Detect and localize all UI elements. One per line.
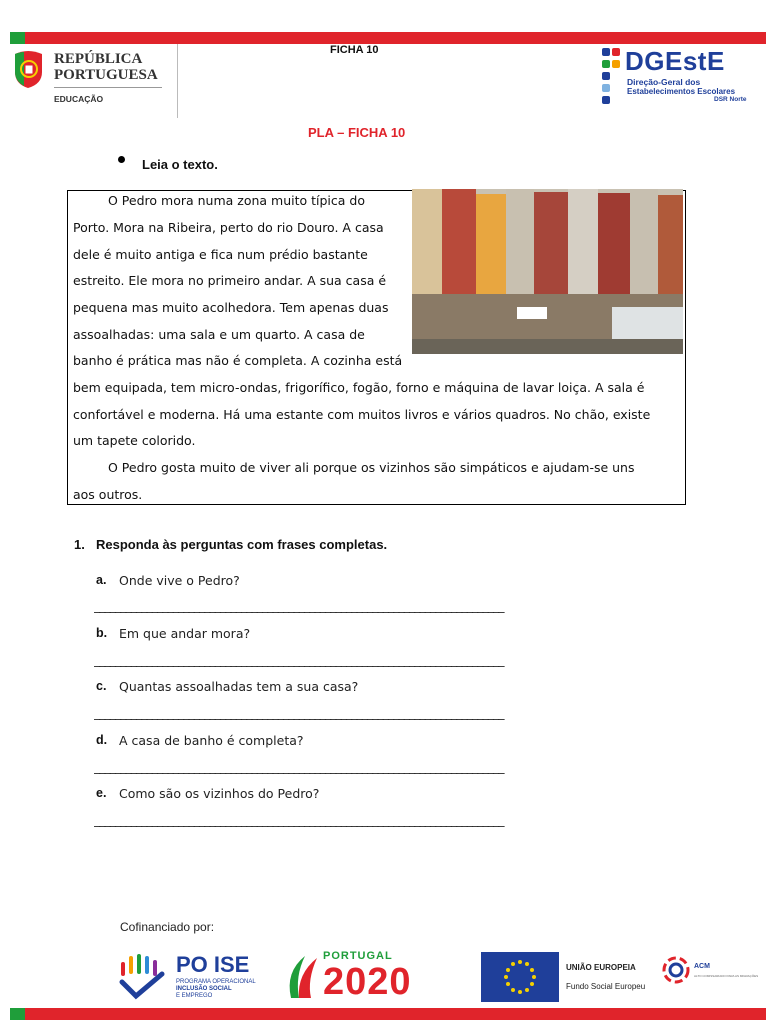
portugal-2020-number: 2020 (323, 961, 412, 1003)
educacao-label: EDUCAÇÃO (54, 94, 104, 104)
bottom-color-bar (10, 1008, 766, 1020)
portugal-2020-logo (285, 950, 455, 1004)
ficha-header-label: FICHA 10 (330, 44, 379, 56)
page-title: PLA – FICHA 10 (308, 125, 406, 140)
poise-line3: E EMPREGO (176, 993, 213, 999)
republica-line2: PORTUGUESA (54, 67, 158, 83)
portugal-label: PORTUGAL (323, 950, 393, 962)
coat-of-arms-icon (12, 50, 46, 90)
question-letter: a. (96, 573, 107, 587)
answer-line[interactable]: ______________________________________________________________________________ (94, 812, 504, 827)
republica-line1: REPÚBLICA (54, 51, 143, 67)
question-letter: e. (96, 786, 107, 800)
text-line: assoalhadas: uma sala e um quarto. A casa de (73, 327, 365, 342)
question-text: Em que andar mora? (119, 626, 251, 641)
text-line: pequena mas muito acolhedora. Tem apenas duas (73, 300, 389, 315)
eu-line2: Fundo Social Europeu (566, 982, 646, 991)
cofinanciado-label: Cofinanciado por: (120, 920, 215, 934)
poise-hands-icon (118, 952, 166, 1000)
dgeste-line2: Estabelecimentos Escolares (627, 87, 736, 96)
text-line: confortável e moderna. Há uma estante com muitos livros e vários quadros. No chão, existe (73, 407, 651, 422)
question-text: A casa de banho é completa? (119, 733, 304, 748)
text-line: dele é muito antiga e fica num prédio bastante (73, 247, 368, 262)
eu-flag-icon (481, 952, 559, 1002)
text-line: Porto. Mora na Ribeira, perto do rio Douro. A casa (73, 220, 384, 235)
poise-title: PO ISE (176, 952, 250, 977)
portugal-flag-swoosh-icon (285, 952, 321, 1002)
question-text: Quantas assoalhadas tem a sua casa? (119, 679, 359, 694)
exercise-number: 1. (74, 537, 85, 552)
answer-line[interactable]: ______________________________________________________________________________ (94, 759, 504, 774)
acm-circle-icon (660, 954, 692, 986)
question-text: Como são os vizinhos do Pedro? (119, 786, 320, 801)
instruction-text: Leia o texto. (142, 157, 218, 172)
republica-portuguesa-logo (12, 46, 172, 108)
dgeste-line3: DSR Norte (714, 96, 747, 103)
poise-line1: PROGRAMA OPERACIONAL (176, 979, 256, 985)
dgeste-title: DGEstE (625, 46, 725, 76)
text-line: estreito. Ele mora no primeiro andar. A sua casa é (73, 273, 387, 288)
question-text: Onde vive o Pedro? (119, 573, 240, 588)
text-line: banho é prática mas não é completa. A cozinha está (73, 353, 403, 368)
acm-logo (660, 952, 760, 992)
acm-sub-label: ALTO COMISSARIADO PARA AS MIGRAÇÕES (694, 974, 759, 978)
text-line: um tapete colorido. (73, 433, 196, 448)
question-letter: b. (96, 626, 108, 640)
question-letter: c. (96, 679, 107, 693)
question-letter: d. (96, 733, 108, 747)
poise-logo (118, 950, 268, 1002)
acm-label: ACM (694, 963, 710, 970)
text-line: aos outros. (73, 487, 143, 502)
text-line: O Pedro mora numa zona muito típica do (108, 193, 365, 208)
dgeste-logo (600, 44, 760, 112)
bullet-dot (118, 156, 125, 163)
answer-line[interactable]: ______________________________________________________________________________ (94, 598, 504, 613)
eu-logo (481, 952, 651, 1002)
header-vertical-divider (177, 44, 178, 118)
poise-line2: INCLUSÃO SOCIAL (176, 986, 232, 992)
dgeste-line1: Direção-Geral dos (627, 77, 701, 87)
exercise-heading: Responda às perguntas com frases completas. (96, 537, 388, 552)
text-line: bem equipada, tem micro-ondas, frigorífico, fogão, forno e máquina de lavar loiça. A sala é (73, 380, 645, 395)
eu-line1: UNIÃO EUROPEIA (566, 963, 636, 972)
dgeste-mark-icon (600, 46, 624, 110)
answer-line[interactable]: ______________________________________________________________________________ (94, 652, 504, 667)
answer-line[interactable]: ______________________________________________________________________________ (94, 705, 504, 720)
ribeira-buildings-photo (412, 189, 683, 354)
top-color-bar (10, 32, 766, 44)
text-line: O Pedro gosta muito de viver ali porque os vizinhos são simpáticos e ajudam-se uns (108, 460, 635, 475)
logo-divider (54, 87, 162, 88)
